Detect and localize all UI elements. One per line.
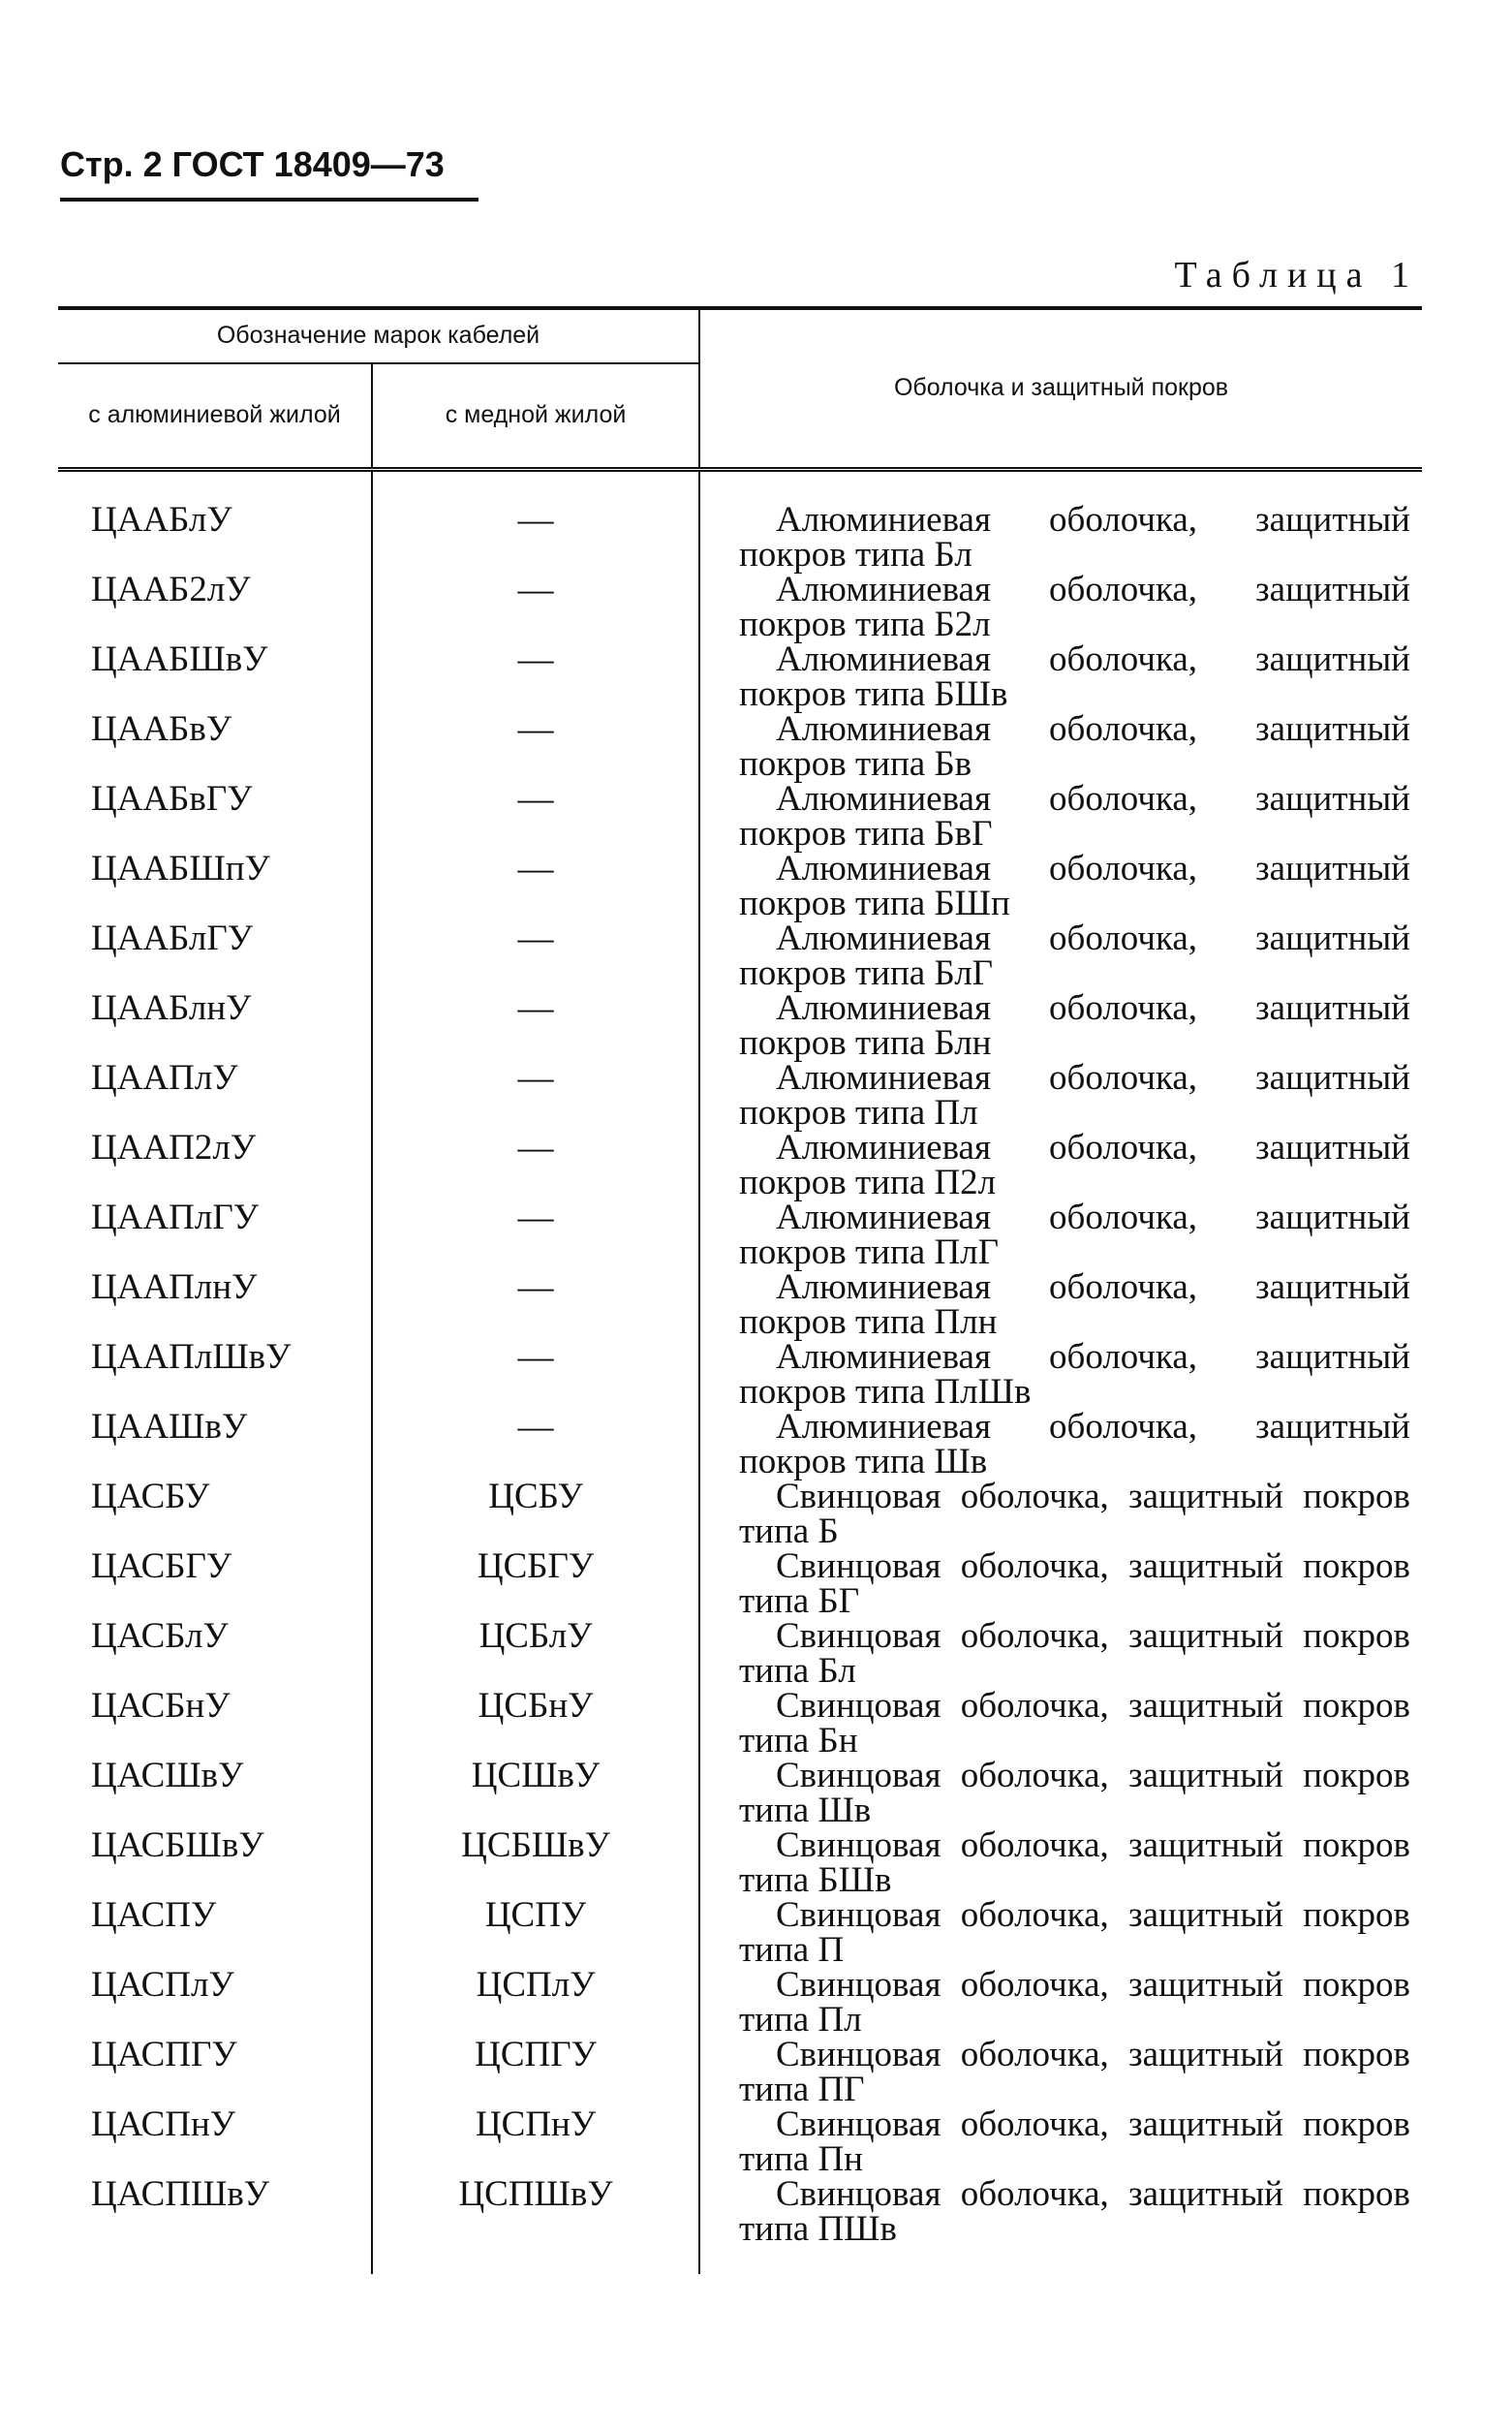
copper-brand-cell: —: [372, 1200, 699, 1270]
table-row: [58, 573, 1422, 642]
aluminium-brand-cell: ЦАСПлУ: [58, 1968, 372, 2038]
table-row: [58, 1549, 1422, 1619]
cover-description-cell: Алюминиевая оболочка, защитный покров типа БлГ: [739, 919, 1410, 993]
copper-brand-cell: —: [372, 712, 699, 782]
table-row: [58, 2038, 1422, 2107]
cover-description-cell: Алюминиевая оболочка, защитный покров типа ПлГ: [739, 1198, 1410, 1272]
cover-description-cell: Свинцовая оболочка, защитный покров типа ПШв: [739, 2174, 1410, 2249]
copper-brand-cell: —: [372, 852, 699, 921]
copper-brand-cell: ЦСШвУ: [372, 1759, 699, 1828]
aluminium-brand-cell: ЦААБлнУ: [58, 991, 372, 1061]
copper-brand-cell: ЦСПШвУ: [372, 2177, 699, 2274]
cover-description-cell: Алюминиевая оболочка, защитный покров типа БвГ: [739, 779, 1410, 854]
table-row: [58, 1619, 1422, 1689]
table-row: [58, 852, 1422, 921]
table-row: [58, 1898, 1422, 1968]
table-row: [58, 1480, 1422, 1549]
table-row: [58, 2107, 1422, 2177]
table-row: [58, 1270, 1422, 1340]
table-row: [58, 782, 1422, 852]
cable-brands-table: [58, 306, 1422, 2274]
copper-brand-cell: ЦСПУ: [372, 1898, 699, 1968]
table-row: [58, 1968, 1422, 2038]
cover-description-cell: Алюминиевая оболочка, защитный покров типа Блн: [739, 988, 1410, 1063]
cover-description-cell: Алюминиевая оболочка, защитный покров типа Бв: [739, 709, 1410, 784]
table-row: [58, 1410, 1422, 1480]
aluminium-brand-cell: ЦАСБШвУ: [58, 1828, 372, 1898]
cover-description-cell: Свинцовая оболочка, защитный покров типа Бн: [739, 1686, 1410, 1761]
table-row: [58, 1131, 1422, 1200]
table-row: [58, 1200, 1422, 1270]
aluminium-brand-cell: ЦААП2лУ: [58, 1131, 372, 1200]
aluminium-brand-cell: ЦАСБнУ: [58, 1689, 372, 1759]
table-row: [58, 1759, 1422, 1828]
copper-brand-cell: —: [372, 1340, 699, 1410]
cover-description-cell: Свинцовая оболочка, защитный покров типа Шв: [739, 1756, 1410, 1830]
aluminium-brand-cell: ЦААБШвУ: [58, 642, 372, 712]
table-header-row: [58, 308, 1422, 363]
table-row: [58, 712, 1422, 782]
copper-brand-cell: —: [372, 573, 699, 642]
table-row: [58, 1689, 1422, 1759]
aluminium-brand-cell: ЦААШвУ: [58, 1410, 372, 1480]
cover-description-cell: Алюминиевая оболочка, защитный покров типа Плн: [739, 1267, 1410, 1342]
aluminium-brand-cell: ЦАСБлУ: [58, 1619, 372, 1689]
cover-description-cell: Алюминиевая оболочка, защитный покров типа Шв: [739, 1407, 1410, 1481]
column-header-cover: Оболочка и защитный покров: [699, 308, 1422, 470]
page-running-title: Стр. 2 ГОСТ 18409—73: [60, 145, 478, 202]
column-group-header: Обозначение марок кабелей: [58, 308, 699, 363]
cover-description-cell: Алюминиевая оболочка, защитный покров типа Пл: [739, 1058, 1410, 1133]
copper-brand-cell: —: [372, 642, 699, 712]
cover-description-cell: Свинцовая оболочка, защитный покров типа Пл: [739, 1965, 1410, 2040]
cover-description-cell: Свинцовая оболочка, защитный покров типа ПГ: [739, 2035, 1410, 2109]
aluminium-brand-cell: ЦААПлУ: [58, 1061, 372, 1131]
aluminium-brand-cell: ЦААПлнУ: [58, 1270, 372, 1340]
aluminium-brand-cell: ЦААБвУ: [58, 712, 372, 782]
copper-brand-cell: —: [372, 1131, 699, 1200]
table-body: [58, 470, 1422, 2275]
cover-description-cell: Свинцовая оболочка, защитный покров типа Б: [739, 1477, 1410, 1551]
copper-brand-cell: —: [372, 1061, 699, 1131]
copper-brand-cell: ЦСБУ: [372, 1480, 699, 1549]
cover-description-cell: Алюминиевая оболочка, защитный покров типа БШв: [739, 639, 1410, 714]
copper-brand-cell: ЦСБнУ: [372, 1689, 699, 1759]
copper-brand-cell: ЦСПнУ: [372, 2107, 699, 2177]
aluminium-brand-cell: ЦАСБГУ: [58, 1549, 372, 1619]
table-row: [58, 991, 1422, 1061]
table-row: [58, 921, 1422, 991]
cover-description-cell: Свинцовая оболочка, защитный покров типа Бл: [739, 1616, 1410, 1691]
copper-brand-cell: —: [372, 1270, 699, 1340]
table-row: [58, 1061, 1422, 1131]
aluminium-brand-cell: ЦААПлШвУ: [58, 1340, 372, 1410]
aluminium-brand-cell: ЦАСПШвУ: [58, 2177, 372, 2274]
copper-brand-cell: ЦСБлУ: [372, 1619, 699, 1689]
copper-brand-cell: ЦСПГУ: [372, 2038, 699, 2107]
cover-description-cell: Свинцовая оболочка, защитный покров типа П: [739, 1895, 1410, 1970]
aluminium-brand-cell: ЦААБлУ: [58, 470, 372, 574]
table-row: [58, 470, 1422, 574]
table-row: [58, 1828, 1422, 1898]
aluminium-brand-cell: ЦААБвГУ: [58, 782, 372, 852]
aluminium-brand-cell: ЦААБлГУ: [58, 921, 372, 991]
aluminium-brand-cell: ЦАСПнУ: [58, 2107, 372, 2177]
copper-brand-cell: ЦСБГУ: [372, 1549, 699, 1619]
aluminium-brand-cell: ЦААБ2лУ: [58, 573, 372, 642]
column-header-aluminium: с алюминиевой жилой: [58, 363, 372, 470]
aluminium-brand-cell: ЦАСПГУ: [58, 2038, 372, 2107]
copper-brand-cell: —: [372, 991, 699, 1061]
cover-description-cell: Алюминиевая оболочка, защитный покров типа БШп: [739, 849, 1410, 923]
aluminium-brand-cell: ЦААБШпУ: [58, 852, 372, 921]
aluminium-brand-cell: ЦАСПУ: [58, 1898, 372, 1968]
cover-description-cell: Свинцовая оболочка, защитный покров типа Пн: [739, 2104, 1410, 2179]
table-row: [58, 1340, 1422, 1410]
copper-brand-cell: —: [372, 1410, 699, 1480]
table-row: [58, 2177, 1422, 2274]
cover-description-cell: Алюминиевая оболочка, защитный покров типа ПлШв: [739, 1337, 1410, 1412]
copper-brand-cell: —: [372, 921, 699, 991]
table-row: [58, 642, 1422, 712]
copper-brand-cell: ЦСБШвУ: [372, 1828, 699, 1898]
aluminium-brand-cell: ЦАСШвУ: [58, 1759, 372, 1828]
cover-description-cell: Алюминиевая оболочка, защитный покров типа Бл: [739, 500, 1410, 575]
cover-description-cell: Алюминиевая оболочка, защитный покров типа П2л: [739, 1128, 1410, 1202]
copper-brand-cell: —: [372, 470, 699, 574]
aluminium-brand-cell: ЦААПлГУ: [58, 1200, 372, 1270]
cover-description-cell: Свинцовая оболочка, защитный покров типа БШв: [739, 1825, 1410, 1900]
column-header-copper: с медной жилой: [372, 363, 699, 470]
copper-brand-cell: ЦСПлУ: [372, 1968, 699, 2038]
cover-description-cell: Алюминиевая оболочка, защитный покров типа Б2л: [739, 570, 1410, 644]
cover-description-cell: Свинцовая оболочка, защитный покров типа БГ: [739, 1546, 1410, 1621]
table-title: Таблица 1: [1174, 255, 1419, 296]
aluminium-brand-cell: ЦАСБУ: [58, 1480, 372, 1549]
copper-brand-cell: —: [372, 782, 699, 852]
